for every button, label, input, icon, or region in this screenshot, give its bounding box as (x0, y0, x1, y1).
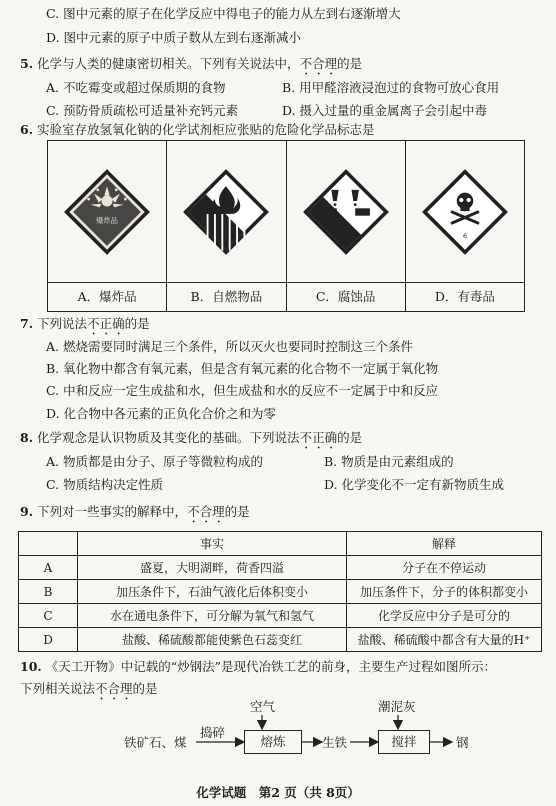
table-cell: 加压条件下，分子的体积都变小 (347, 580, 542, 604)
q5-option-c: C. 预防骨质疏松可适量补充钙元素 (46, 103, 239, 118)
table-row (19, 628, 542, 652)
sign-option-a (48, 141, 167, 311)
question-number: 10. (20, 659, 42, 674)
q10-text-end: 的是 (132, 681, 158, 696)
table-cell: 加压条件下，石油气液化后体积变小 (78, 580, 347, 604)
q8-option-b: B. 物质是由元素组成的 (324, 454, 454, 469)
q5-text-end: 的是 (337, 56, 363, 71)
q8-option-a: A. 物质都是由分子、原子等微粒构成的 (46, 454, 263, 469)
q8-option-c: C. 物质结构决定性质 (46, 477, 164, 492)
q5-emphasis: 不合理 (299, 56, 338, 71)
q9-text-end: 的是 (224, 504, 250, 519)
q7-option-b: B. 氧化物中都含有氧元素，但是含有氧元素的化合物不一定属于氧化物 (46, 361, 439, 376)
process-flow-diagram (0, 695, 556, 775)
q10-text: 下列相关说法 (20, 681, 96, 696)
q8-stem (20, 430, 362, 452)
hazard-sign-table (47, 140, 525, 312)
q7-option-c: C. 中和反应一定生成盐和水，但生成盐和水的反应不一定属于中和反应 (46, 383, 439, 398)
table-cell: 盛夏，大明湖畔，荷香四溢 (78, 556, 347, 580)
question-number: 9. (20, 504, 34, 519)
flow-output: 钢 (456, 735, 469, 750)
q9-text: 下列对一些事实的解释中， (37, 504, 188, 519)
q7-text: 下列说法 (37, 316, 88, 331)
q7-text-end: 的是 (124, 316, 150, 331)
sign-option-b (167, 141, 286, 311)
flow-step-crush: 捣碎 (200, 725, 226, 740)
question-number: 8. (20, 430, 34, 445)
toxic-sign-number: 6 (462, 231, 467, 240)
table-cell: B (19, 580, 78, 604)
q6-stem (20, 122, 375, 138)
skull-icon (419, 166, 511, 258)
question-number: 7. (20, 316, 34, 331)
table-cell: 分子在不停运动 (347, 556, 542, 580)
table-cell: A (19, 556, 78, 580)
q5-option-d: D. 摄入过量的重金属离子会引起中毒 (282, 103, 488, 118)
table-cell: D (19, 628, 78, 652)
table-cell: C (19, 604, 78, 628)
q10-emphasis: 不合理 (95, 681, 133, 696)
sign-label-d: D．有毒品 (406, 282, 524, 311)
sign-label-b: B．自燃物品 (167, 282, 285, 311)
flow-input: 铁矿石、煤 (124, 735, 187, 750)
table-row (19, 604, 542, 628)
sign-label-a: A．爆炸品 (48, 282, 166, 311)
q8-emphasis: 不正确 (299, 430, 338, 445)
q6-text: 实验室存放氢氧化钠的化学试剂柜应张贴的危险化学品标志是 (37, 122, 375, 137)
flow-pig-iron: 生铁 (322, 735, 348, 750)
explosive-icon (61, 166, 153, 258)
flow-box-smelt: 熔炼 (244, 730, 302, 754)
sign-option-c (287, 141, 406, 311)
q5-text: 化学与人类的健康密切相关。下列有关说法中， (37, 56, 300, 71)
flame-icon (180, 166, 272, 258)
q9-stem (20, 504, 250, 526)
q8-option-d: D. 化学变化不一定有新物质生成 (324, 477, 505, 492)
q10-stem (20, 659, 496, 675)
q5-option-b: B. 用甲醛溶液浸泡过的食物可放心食用 (282, 80, 500, 95)
table-cell: 水在通电条件下，可分解为氧气和氢气 (78, 604, 347, 628)
table-header: 事实 (78, 532, 347, 556)
q7-emphasis: 不正确 (87, 316, 125, 331)
flow-air: 空气 (250, 699, 276, 714)
q7-stem (20, 316, 150, 338)
sign-option-d (406, 141, 524, 311)
q5-option-a: A. 不吃霉变或超过保质期的食物 (46, 80, 226, 95)
question-number: 6. (20, 122, 34, 137)
question-number: 5. (20, 56, 34, 71)
q7-option-a: A. 燃烧需要同时满足三个条件，所以灭火也要同时控制这三个条件 (46, 339, 413, 354)
table-row (19, 580, 542, 604)
q4-option-c: C. 图中元素的原子在化学反应中得电子的能力从左到右逐渐增大 (46, 6, 401, 21)
table-header (19, 532, 78, 556)
q10-text: 《天工开物》中记载的“炒钢法”是现代冶铁工艺的前身，主要生产过程如图所示： (45, 659, 497, 674)
explosive-sign-text: 爆炸品 (96, 215, 119, 225)
q4-option-d: D. 图中元素的原子中质子数从左到右逐渐减小 (46, 30, 302, 45)
facts-table (18, 531, 542, 652)
q8-text-end: 的是 (337, 430, 363, 445)
corrosive-icon (300, 166, 392, 258)
sign-label-c: C．腐蚀品 (287, 282, 405, 311)
q8-text: 化学观念是认识物质及其变化的基础。下列说法 (37, 430, 300, 445)
page-footer: 化学试题 第2 页（共 8页） (196, 785, 360, 800)
table-cell: 盐酸、稀硫酸都能使紫色石蕊变红 (78, 628, 347, 652)
q5-stem (20, 56, 362, 78)
table-header: 解释 (347, 532, 542, 556)
q9-emphasis: 不合理 (187, 504, 225, 519)
flow-box-stir: 搅拌 (378, 730, 430, 754)
flow-ash: 潮泥灰 (378, 699, 416, 714)
table-header-row (19, 532, 542, 556)
table-row (19, 556, 542, 580)
table-cell: 盐酸、稀硫酸中都含有大量的H⁺ (347, 628, 542, 652)
q7-option-d: D. 化合物中各元素的正负化合价之和为零 (46, 406, 277, 421)
table-cell: 化学反应中分子是可分的 (347, 604, 542, 628)
